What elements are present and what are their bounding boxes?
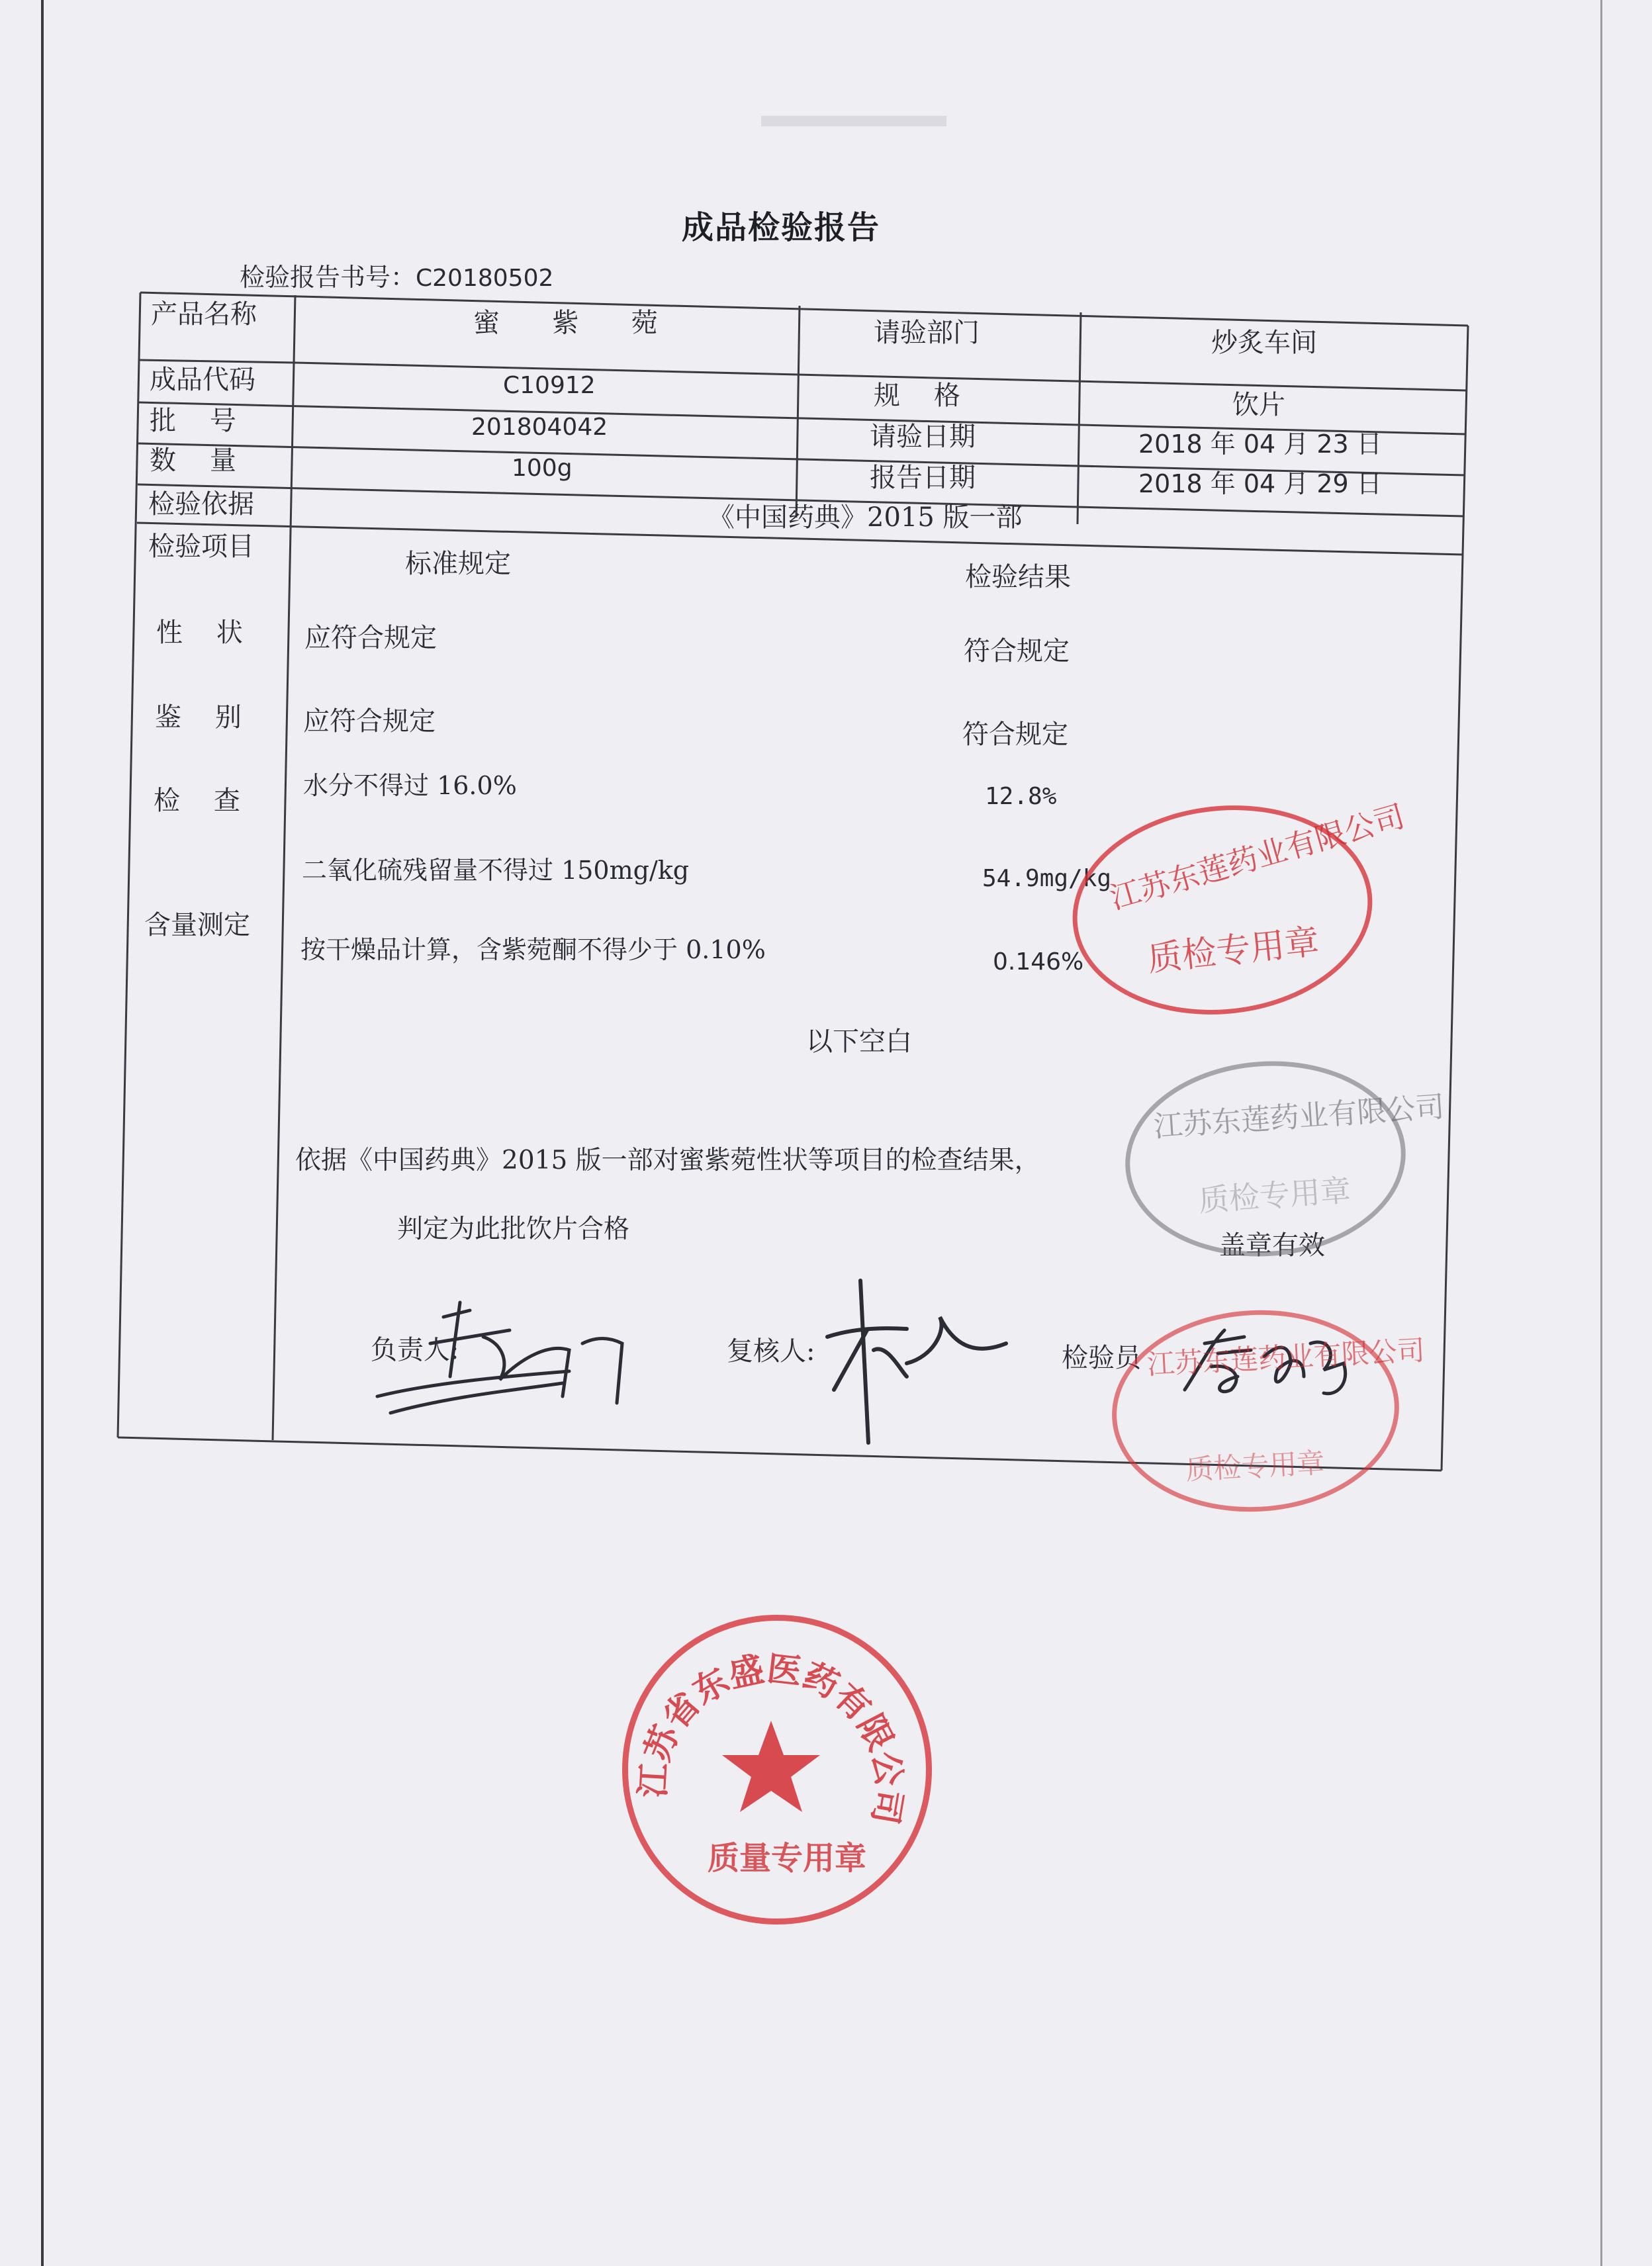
standard-assay: 按干燥品计算，含紫菀酮不得少于 0.10% (300, 935, 766, 964)
result-sulfur-dioxide: 54.9mg/kg (982, 865, 1112, 892)
standard-sulfur-dioxide: 二氧化硫残留量不得过 150mg/kg (302, 856, 690, 885)
item-assay: 含量测定 (144, 910, 250, 940)
qc-stamp-gray-company: 江苏东莲药业有限公司 (1152, 1090, 1446, 1144)
basis-label: 检验依据 (148, 489, 254, 520)
result-appearance: 符合规定 (964, 636, 1070, 666)
standard-appearance: 应符合规定 (304, 623, 437, 653)
standard-header: 标准规定 (405, 549, 511, 579)
report-number-label: 检验报告书号： (240, 263, 416, 292)
request-date-label: 请验日期 (870, 422, 976, 452)
company-seal (622, 1615, 932, 1925)
seal-company-text: 江苏省东盛医药有限公司 (633, 1649, 909, 1827)
spec: 饮片 (1232, 390, 1285, 420)
product-name: 蜜 紫 菀 (473, 308, 670, 338)
qc-stamp-upper-company: 江苏东莲药业有限公司 (1105, 797, 1408, 917)
quantity-label: 数 量 (150, 445, 236, 476)
conclusion-line-2: 判定为此批饮片合格 (397, 1214, 630, 1244)
standard-moisture: 水分不得过 16.0% (303, 771, 517, 800)
qc-stamp-lower-purpose: 质检专用章 (1185, 1446, 1326, 1486)
requesting-dept-label: 请验部门 (874, 318, 980, 348)
qc-stamp-upper-purpose: 质检专用章 (1146, 922, 1321, 980)
seal-star-icon (722, 1721, 820, 1812)
conclusion-line-1: 依据《中国药典》2015 版一部对蜜紫菀性状等项目的检查结果， (295, 1146, 1040, 1175)
spec-label: 规 格 (874, 381, 960, 411)
qc-stamp-gray-purpose: 质检专用章 (1197, 1172, 1352, 1219)
item-inspection: 检 查 (154, 786, 240, 816)
request-date: 2018 年 04 月 23 日 (1138, 430, 1382, 459)
document-title: 成品检验报告 (682, 209, 881, 246)
report-number: C20180502 (416, 265, 554, 292)
result-header: 检验结果 (965, 562, 1071, 592)
quantity: 100g (512, 455, 573, 482)
responsible-signature (371, 1297, 649, 1423)
report-date-label: 报告日期 (870, 463, 976, 493)
reviewer-signature (821, 1277, 1019, 1449)
result-assay: 0.146% (993, 948, 1084, 975)
inspector-label: 检验员 (1062, 1343, 1141, 1373)
seal-purpose-text: 质量专用章 (708, 1840, 867, 1877)
batch-number: 201804042 (471, 414, 608, 441)
requesting-dept: 炒炙车间 (1211, 328, 1317, 358)
standard-identification: 应符合规定 (303, 706, 436, 737)
result-identification: 符合规定 (962, 719, 1068, 750)
result-moisture: 12.8% (985, 783, 1057, 810)
product-name-label: 产品名称 (151, 299, 257, 330)
blank-note: 以下空白 (806, 1026, 912, 1057)
item-identification: 鉴 别 (155, 702, 242, 733)
report-date: 2018 年 04 月 29 日 (1138, 469, 1382, 498)
basis: 《中国药典》2015 版一部 (708, 502, 1023, 533)
product-code-label: 成品代码 (150, 365, 255, 395)
product-code: C10912 (503, 372, 596, 399)
items-header-label: 检验项目 (148, 531, 254, 562)
responsible-label: 负责人: (371, 1335, 459, 1365)
reviewer-label: 复核人: (727, 1336, 815, 1367)
qc-stamp-lower-company: 江苏东莲药业有限公司 (1146, 1334, 1426, 1381)
stamp-valid-note: 盖章有效 (1219, 1230, 1325, 1261)
batch-label: 批 号 (150, 406, 236, 436)
item-appearance: 性 状 (156, 617, 243, 648)
